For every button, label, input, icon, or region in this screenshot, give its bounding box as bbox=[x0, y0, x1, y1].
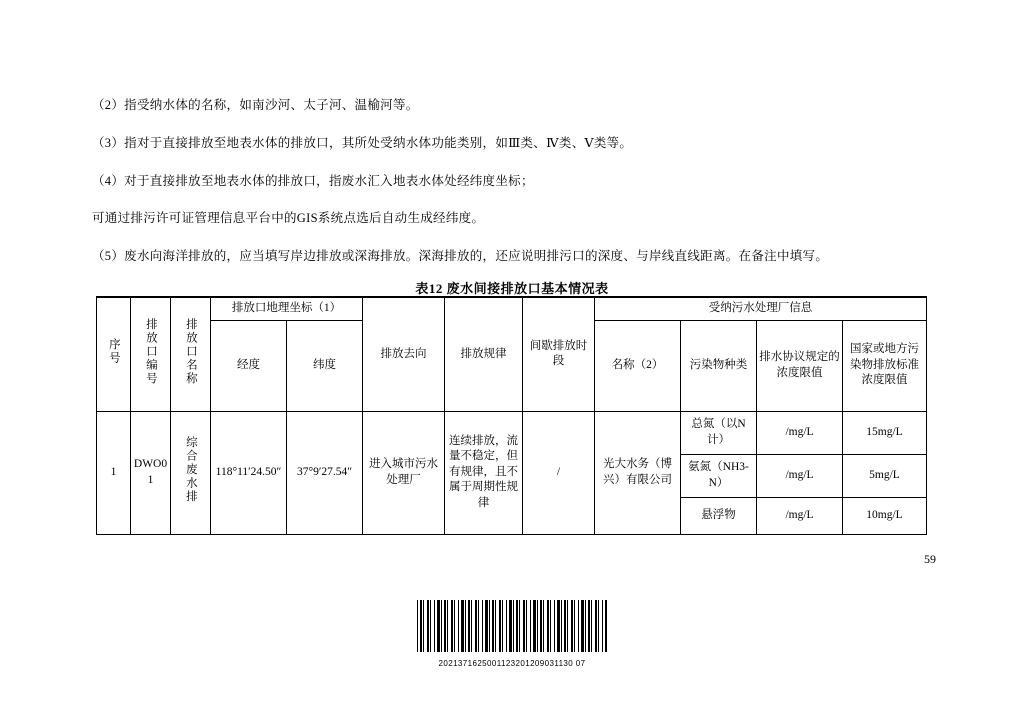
header-discharge-rule: 排放规律 bbox=[445, 297, 523, 411]
paragraph-3: （3）指对于直接排放至地表水体的排放口，其所处受纳水体功能类别，如Ⅲ类、Ⅳ类、Ⅴ类等。 bbox=[92, 135, 633, 150]
barcode-image bbox=[417, 600, 607, 652]
paragraph-4: （4）对于直接排放至地表水体的排放口，指废水汇入地表水体处经纬度坐标； bbox=[92, 173, 534, 188]
cell-standard-limit-1: 15mg/L bbox=[843, 411, 927, 454]
cell-discharge-rule: 连续排放，流量不稳定，但有规律，且不属于周期性规律 bbox=[445, 411, 523, 534]
cell-standard-limit-3: 10mg/L bbox=[843, 497, 927, 534]
header-standard-limit: 国家或地方污染物排放标准浓度限值 bbox=[843, 320, 927, 411]
header-seq: 序号 bbox=[97, 297, 131, 411]
paragraph-5: （5）废水向海洋排放的，应当填写岸边排放或深海排放。深海排放的，还应说明排污口的深度、与岸线直线距离。在备注中填写。 bbox=[92, 249, 829, 263]
cell-outlet-name: 综合废水排 bbox=[171, 411, 211, 534]
cell-agreed-limit-2: /mg/L bbox=[757, 454, 843, 497]
wastewater-outlet-table bbox=[96, 296, 927, 535]
paragraph-gis-note: 可通过排污许可证管理信息平台中的GIS系统点选后自动生成经纬度。 bbox=[92, 211, 485, 226]
cell-pollutant-name-3: 悬浮物 bbox=[681, 497, 757, 534]
cell-discharge-to: 进入城市污水处理厂 bbox=[363, 411, 445, 534]
header-pollutant-type: 污染物种类 bbox=[681, 320, 757, 411]
cell-intermittent-period: / bbox=[523, 411, 595, 534]
header-latitude: 纬度 bbox=[287, 320, 363, 411]
cell-agreed-limit-3: /mg/L bbox=[757, 497, 843, 534]
header-agreed-limit: 排水协议规定的浓度限值 bbox=[757, 320, 843, 411]
cell-outlet-code: DWO01 bbox=[131, 411, 171, 534]
barcode-number: 2021371625001123201209031130 07 bbox=[438, 659, 586, 668]
header-outlet-name: 排放口名称 bbox=[171, 297, 211, 411]
table-title: 表12 废水间接排放口基本情况表 bbox=[415, 281, 609, 296]
cell-longitude: 118°11′24.50″ bbox=[211, 411, 287, 534]
cell-pollutant-name-1: 总氮（以N计） bbox=[681, 411, 757, 454]
page-number: 59 bbox=[924, 552, 936, 566]
paragraph-block bbox=[92, 96, 932, 285]
header-discharge-to: 排放去向 bbox=[363, 297, 445, 411]
header-intermittent-period: 间歇排放时段 bbox=[523, 297, 595, 411]
paragraph-2: （2）指受纳水体的名称，如南沙河、太子河、温榆河等。 bbox=[92, 98, 419, 112]
cell-latitude: 37°9′27.54″ bbox=[287, 411, 363, 534]
cell-seq: 1 bbox=[97, 411, 131, 534]
table-header-row-1 bbox=[97, 297, 927, 320]
cell-standard-limit-2: 5mg/L bbox=[843, 454, 927, 497]
cell-agreed-limit-1: /mg/L bbox=[757, 411, 843, 454]
header-outlet-code: 排放口编号 bbox=[131, 297, 171, 411]
barcode-block bbox=[0, 600, 1024, 668]
header-coords-group: 排放口地理坐标（1） bbox=[211, 297, 363, 320]
table-row bbox=[97, 411, 927, 454]
header-wwtp-group: 受纳污水处理厂信息 bbox=[595, 297, 927, 320]
header-longitude: 经度 bbox=[211, 320, 287, 411]
cell-pollutant-name-2: 氨氮（NH3-N） bbox=[681, 454, 757, 497]
cell-wwtp-name: 光大水务（博兴）有限公司 bbox=[595, 411, 681, 534]
header-wwtp-name: 名称（2） bbox=[595, 320, 681, 411]
